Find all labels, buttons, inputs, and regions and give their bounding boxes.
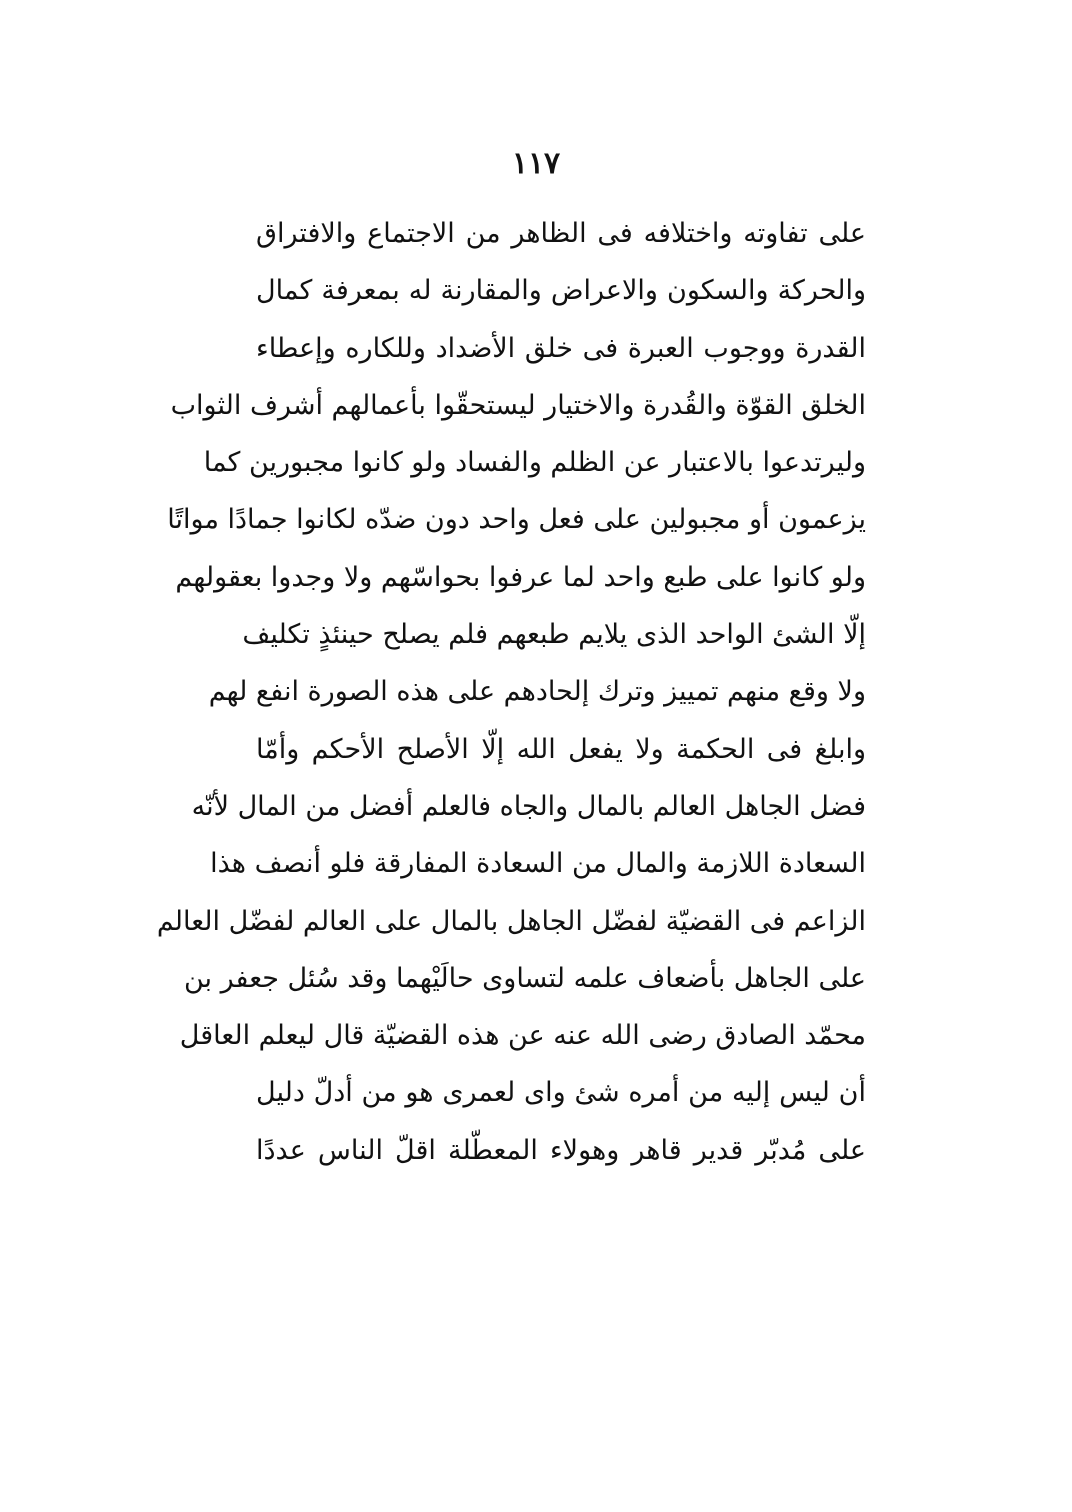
text-line: السعادة اللازمة والمال من السعادة المفارقة فلو أنصف هذا: [210, 848, 866, 880]
text-line: الزاعم فى القضيّة لفضّل الجاهل بالمال على العالم لفضّل العالم: [156, 905, 866, 937]
text-line: ولا وقع منهم تمييز وترك إلحادهم على هذه الصورة انفع لهم: [208, 676, 866, 708]
text-line: محمّد الصادق رضى الله عنه عن هذه القضيّة قال ليعلم العاقل: [179, 1020, 866, 1052]
text-line: وابلغ فى الحكمة ولا يفعل الله إلّا الأصلح الأحكم وأمّا: [256, 733, 866, 765]
text-line: القدرة ووجوب العبرة فى خلق الأضداد وللكاره وإعطاء: [256, 332, 866, 364]
text-line: ولو كانوا على طبع واحد لما عرفوا بحواسّهم ولا وجدوا بعقولهم: [175, 561, 866, 593]
text-line: أن ليس إليه من أمره شئ واى لعمرى هو من أدلّ دليل: [256, 1077, 866, 1109]
text-line: فضل الجاهل العالم بالمال والجاه فالعلم أفضل من المال لأنّه: [191, 790, 866, 822]
text-line: على مُدبّر قدير قاهر وهولاء المعطّلة اقلّ الناس عددًا: [256, 1134, 866, 1166]
text-line: على تفاوته واختلافه فى الظاهر من الاجتماع والافتراق: [256, 218, 866, 249]
text-line: إلّا الشئ الواحد الذى يلايم طبعهم فلم يصلح حينئذٍ تكليف: [242, 619, 866, 651]
text-line: الخلق القوّة والقُدرة والاختيار ليستحقّوا بأعمالهم أشرف الثواب: [170, 389, 866, 421]
text-line: وليرتدعوا بالاعتبار عن الظلم والفساد ولو كانوا مجبورين كما: [203, 447, 866, 479]
text-line: والحركة والسكون والاعراض والمقارنة له بمعرفة كمال: [256, 275, 866, 307]
body-text: [156, 205, 866, 1179]
page-number: ١١٧: [511, 146, 561, 181]
text-line: يزعمون أو مجبولين على فعل واحد دون ضدّه لكانوا جمادًا مواتًا: [167, 504, 866, 536]
text-line: على الجاهل بأضعاف علمه لتساوى حالَيْهما وقد سُئل جعفر بن: [183, 962, 866, 994]
